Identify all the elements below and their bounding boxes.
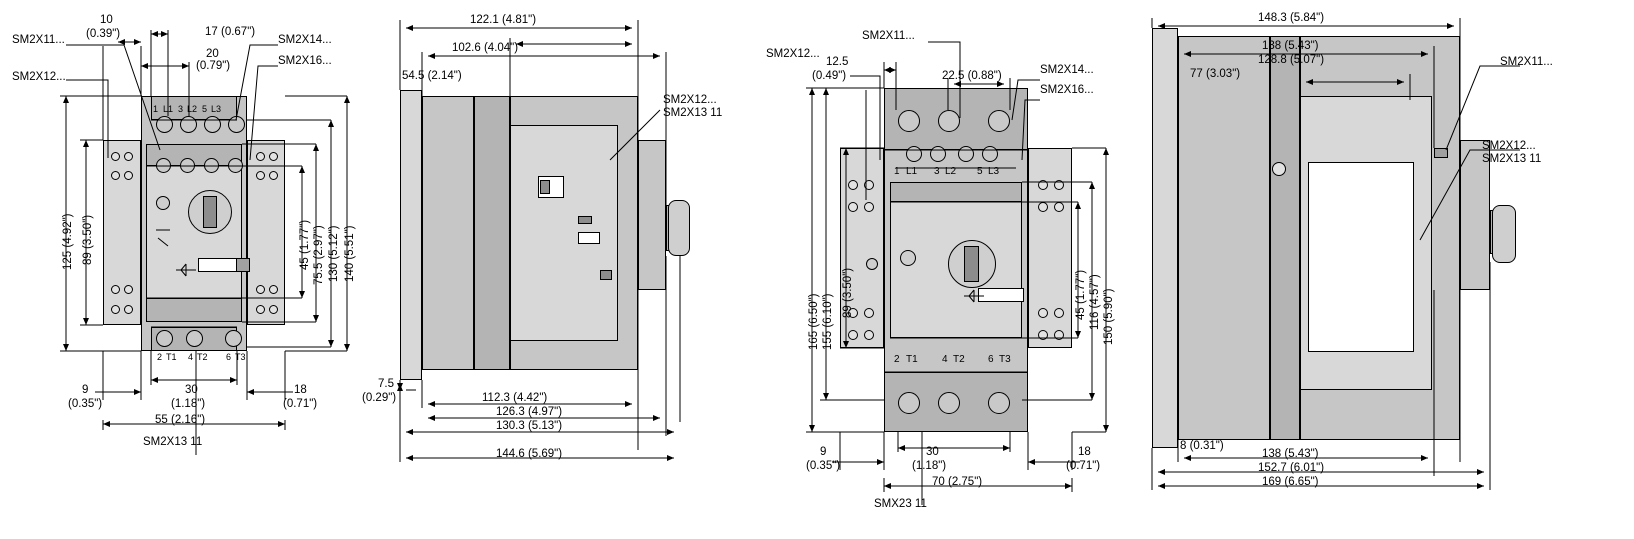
v2-callout-sm2x12: SM2X12... [663,94,717,106]
v2-dim-75-inch: (0.29") [362,392,397,404]
v1-term-label-l3: L3 [211,104,222,114]
v3-dim-left-89: 89 (3.50") [842,267,854,318]
v1-dim-left-89: 89 (3.50") [82,214,94,265]
v1-dim-right-130: 130 (5.12") [328,225,340,282]
v1-dim-top-10: 10 [100,14,113,26]
v2-dim-1303: 130.3 (5.13") [496,420,563,432]
v1-dim-bottom-9-inch: (0.35") [68,398,103,410]
v3-dim-225: 22.5 (0.88") [942,70,1002,82]
v1-dim-bottom-55: 55 (2.16") [155,414,206,426]
v3-term-label-6: 6 [988,354,994,365]
v1-dim-top-20: 20 [206,48,219,60]
v1-dim-left-125: 125 (4.92") [62,213,74,270]
v3-term-label-5: 5 [977,166,983,177]
v4-dim-138: 138 (5.43") [1262,40,1319,52]
v1-term-label-t2: T2 [197,352,208,362]
v4-dim-8: 8 (0.31") [1180,440,1224,452]
v4-dim-169: 169 (6.65") [1262,476,1319,488]
v3-callout-smx2311: SMX23 11 [874,498,927,510]
v2-dim-1446: 144.6 (5.69") [496,448,563,460]
v3-term-label-l3: L3 [988,166,1000,177]
v1-term-label-l2: L2 [187,104,198,114]
v2-callout-sm2x1311: SM2X13 11 [663,107,723,119]
v3-callout-sm2x16: SM2X16... [1040,84,1094,96]
v1-term-label-5: 5 [202,104,208,114]
v3-dim-bottom-30: 30 [926,446,939,458]
v3-dim-bottom-9-inch: (0.35") [806,460,841,472]
v4-callout-sm2x11: SM2X11... [1500,56,1553,68]
v3-dim-bottom-18-inch: (0.71") [1066,460,1101,472]
v1-dim-top-17: 17 (0.67") [205,26,256,38]
v4-dim-1483: 148.3 (5.84") [1258,12,1325,24]
v3-callout-sm2x14: SM2X14... [1040,64,1094,76]
v1-term-label-4: 4 [188,352,194,362]
v3-term-label-l1: L1 [906,166,918,177]
v3-dim-125: 12.5 [826,56,849,68]
v3-term-label-2: 2 [894,354,900,365]
v3-dim-bottom-9: 9 [820,446,827,458]
v3-dim-bottom-30-inch: (1.18") [912,460,947,472]
v3-callout-sm2x11: SM2X11... [862,30,915,42]
v2-dim-545: 54.5 (2.14") [402,70,462,82]
v4-dim-1527: 152.7 (6.01") [1258,462,1325,474]
v2-dim-75: 7.5 [378,378,394,390]
v4-callout-sm2x12: SM2X12... [1482,140,1536,152]
v1-term-label-1: 1 [153,104,159,114]
v2-dim-1221: 122.1 (4.81") [470,14,537,26]
v1-term-label-6: 6 [226,352,232,362]
v1-dim-bottom-30: 30 [185,384,198,396]
v1-dim-top-20-inch: (0.79") [196,60,231,72]
v1-dim-right-140: 140 (5.51") [344,225,356,282]
v3-term-label-t2: T2 [953,354,965,365]
v1-term-label-3: 3 [178,104,184,114]
v3-dim-right-150: 150 (5.90") [1103,288,1115,345]
v3-dim-bottom-70: 70 (2.75") [932,476,983,488]
v1-dim-right-45: 45 (1.77") [299,219,311,270]
v1-callout-sm2x16: SM2X16... [278,55,332,67]
v1-dim-bottom-18: 18 [294,384,307,396]
v4-dim-138b: 138 (5.43") [1262,448,1319,460]
v3-dim-left-155: 155 (6.10") [822,293,834,350]
v1-callout-sm2x12: SM2X12... [12,71,66,83]
v1-term-label-2: 2 [157,352,163,362]
v3-term-label-1: 1 [894,166,900,177]
v3-dim-125-inch: (0.49") [812,70,847,82]
v3-term-label-3: 3 [934,166,940,177]
v4-dim-77: 77 (3.03") [1190,68,1241,80]
v3-term-label-t3: T3 [999,354,1011,365]
v3-term-label-l2: L2 [945,166,957,177]
v3-dim-right-45: 45 (1.77") [1075,269,1087,320]
v3-dim-left-165: 165 (6.50") [808,293,820,350]
v1-dim-top-10-inch: (0.39") [86,28,121,40]
v1-callout-sm2x1311: SM2X13 11 [143,436,203,448]
v3-callout-sm2x12: SM2X12... [766,48,820,60]
v3-term-label-t1: T1 [906,354,918,365]
v1-term-label-t1: T1 [166,352,177,362]
v2-dim-1263: 126.3 (4.97") [496,406,563,418]
v4-dim-1288: 128.8 (5.07") [1258,54,1325,66]
v1-dim-right-755: 75.5 (2.97") [313,225,325,285]
v2-dim-1026: 102.6 (4.04") [452,42,519,54]
v1-dim-bottom-9: 9 [82,384,89,396]
v1-dim-bottom-18-inch: (0.71") [283,398,318,410]
v1-term-label-l1: L1 [163,104,174,114]
v3-term-label-4: 4 [942,354,948,365]
v1-callout-sm2x14: SM2X14... [278,34,332,46]
v1-dim-bottom-30-inch: (1.18") [171,398,206,410]
v3-dim-bottom-18: 18 [1078,446,1091,458]
v1-callout-sm2x11: SM2X11... [12,34,65,46]
v2-dim-1123: 112.3 (4.42") [482,392,548,404]
v3-dim-right-116: 116 (4.57") [1089,274,1101,330]
v4-callout-sm2x1311: SM2X13 11 [1482,153,1542,165]
v1-term-label-t3: T3 [235,352,246,362]
